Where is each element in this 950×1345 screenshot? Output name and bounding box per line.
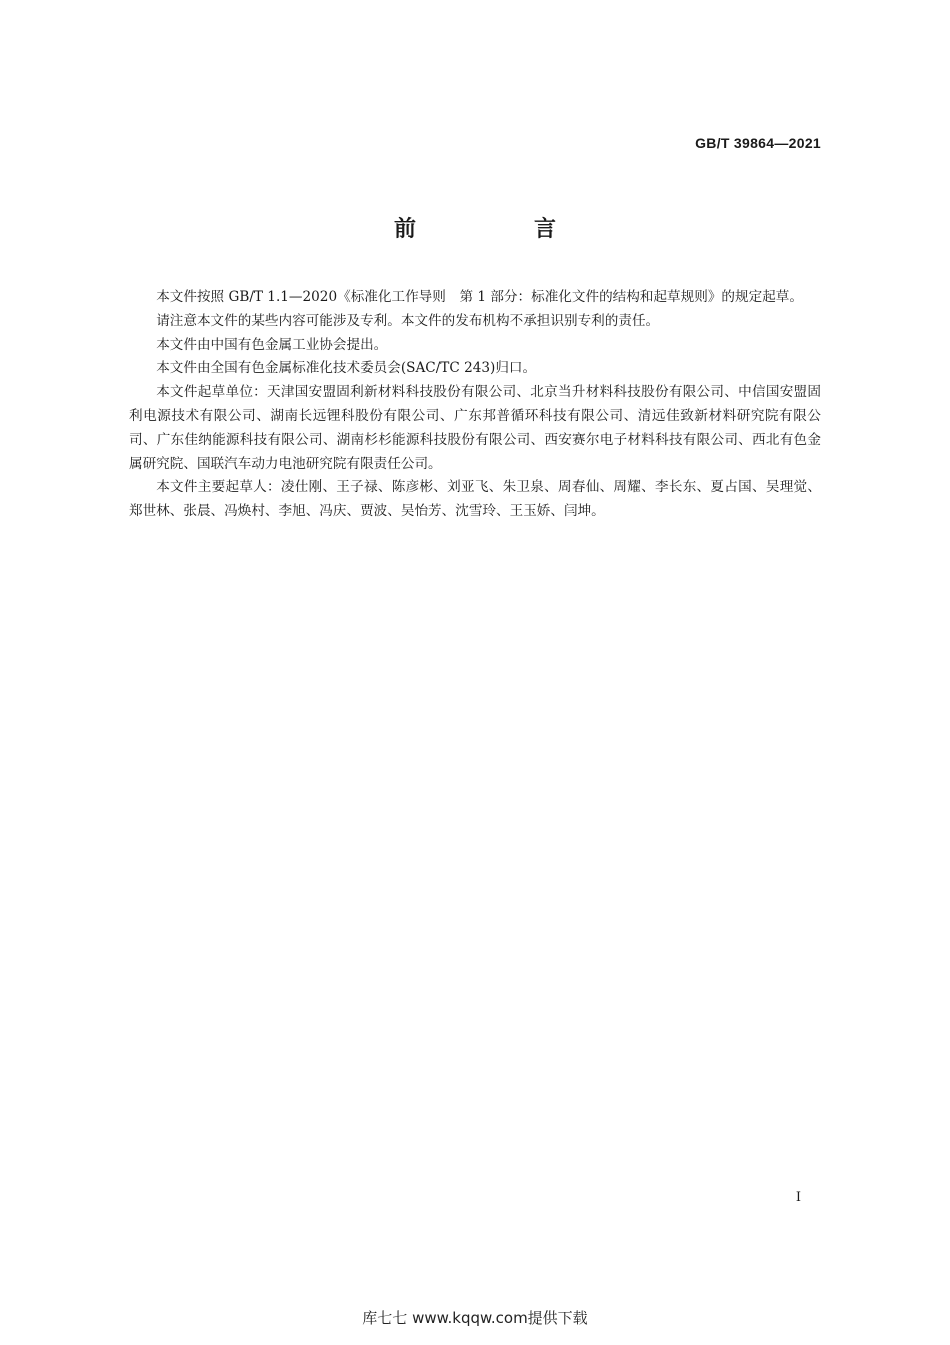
paragraph-committee: 本文件由全国有色金属标准化技术委员会(SAC/TC 243)归口。 — [156, 360, 537, 377]
paragraph-drafting-units: 本文件起草单位：天津国安盟固利新材料科技股份有限公司、北京当升材料科技股份有限公司、中信国安盟固利电源技术有限公司、湖南长远锂科股份有限公司、广东邦普循环科技有限公司、清远佳致新材料研究院有限公司、广东佳纳能源科技有限公司、湖南杉杉能源科技股份有限公司、西安赛尔电子材料科技有限公司、西北有色金属研究院、国联汽车动力电池研究院有限责任公司。 — [129, 384, 821, 472]
paragraph-patent-notice: 请注意本文件的某些内容可能涉及专利。本文件的发布机构不承担识别专利的责任。 — [156, 312, 660, 329]
standard-code: GB/T 39864—2021 — [695, 135, 821, 151]
paragraph-drafting-rules: 本文件按照 GB/T 1.1—2020《标准化工作导则 第 1 部分：标准化文件的结构和起草规则》的规定起草。 — [156, 289, 803, 305]
page-title: 前 言 — [393, 217, 604, 242]
page-number: I — [795, 1190, 801, 1205]
paragraph-proposer: 本文件由中国有色金属工业协会提出。 — [156, 336, 388, 353]
paragraph-drafters: 本文件主要起草人：凌仕刚、王子禄、陈彦彬、刘亚飞、朱卫泉、周春仙、周耀、李长东、夏占国、吴理觉、郑世林、张晨、冯焕村、李旭、冯庆、贾波、吴怡芳、沈雪玲、王玉娇、闫坤。 — [129, 479, 821, 520]
footer-download-note: 库七七 www.kqqw.com提供下载 — [362, 1309, 588, 1327]
preface-body — [129, 286, 821, 524]
